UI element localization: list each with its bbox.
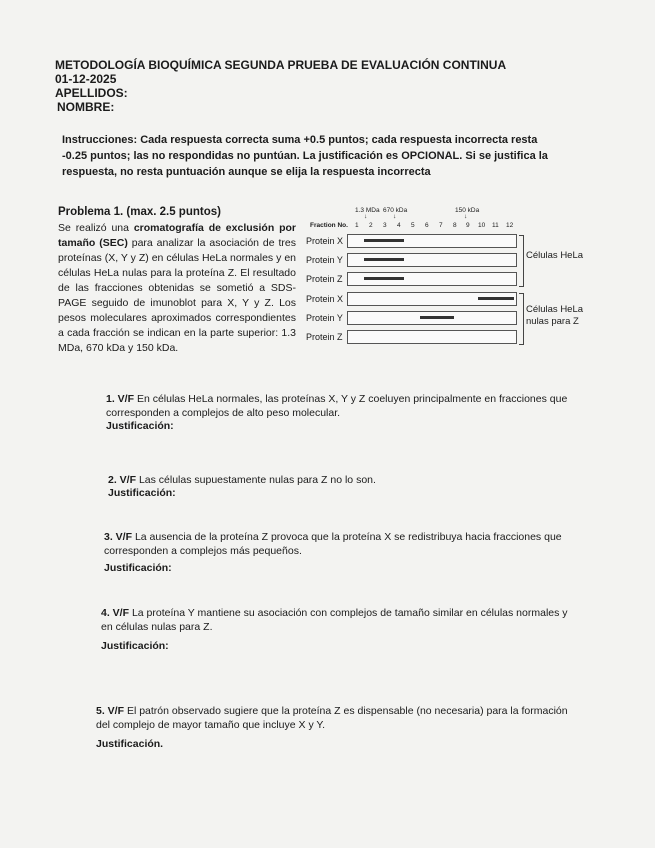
fraction-5: 5 bbox=[411, 222, 415, 229]
problem-text-part-1: Se realizó una bbox=[58, 222, 134, 234]
question-5 bbox=[96, 704, 581, 732]
question-1-text: En células HeLa normales, las proteínas X, Y y Z coeluyen principalmente en fracciones que corresponden a complejos de alto peso molecular. bbox=[106, 393, 568, 419]
question-5-justification: Justificación. bbox=[96, 738, 164, 750]
bracket-normal bbox=[519, 235, 524, 287]
lane-z-null bbox=[347, 330, 517, 344]
exam-date: 01-12-2025 bbox=[55, 72, 117, 86]
fraction-7: 7 bbox=[439, 222, 443, 229]
nombre-label: NOMBRE: bbox=[57, 100, 115, 114]
question-4-justification: Justificación: bbox=[101, 640, 169, 652]
lane-x-normal bbox=[347, 234, 517, 248]
fraction-2: 2 bbox=[369, 222, 373, 229]
row-label-z-null: Protein Z bbox=[306, 332, 343, 342]
question-4 bbox=[101, 606, 571, 634]
fraction-12: 12 bbox=[506, 222, 514, 229]
band bbox=[364, 277, 404, 280]
fraction-10: 10 bbox=[478, 222, 486, 229]
fraction-11: 11 bbox=[492, 222, 499, 229]
marker-670kda: 670 kDa bbox=[383, 207, 408, 214]
fraction-9: 9 bbox=[466, 222, 470, 229]
apellidos-label: APELLIDOS: bbox=[55, 86, 128, 100]
fraction-4: 4 bbox=[397, 222, 401, 229]
bracket-null bbox=[519, 293, 524, 345]
lane-x-null bbox=[347, 292, 517, 306]
band bbox=[364, 258, 404, 261]
row-label-y-normal: Protein Y bbox=[306, 255, 343, 265]
marker-arrow-1: ↓ bbox=[364, 213, 368, 220]
marker-150kda: 150 kDa bbox=[455, 207, 480, 214]
instructions: Instrucciones: Cada respuesta correcta suma +0.5 puntos; cada respuesta incorrecta resta -0.25 puntos; las no respondidas no puntúan. La justificación es OPCIONAL. Si se justifica la respuesta, no resta puntuación aunque se elija la respuesta incorrecta bbox=[62, 134, 548, 178]
band bbox=[478, 297, 514, 300]
lane-y-normal bbox=[347, 253, 517, 267]
question-5-text: El patrón observado sugiere que la proteína Z es dispensable (no necesaria) para la formación del complejo de mayor tamaño que incluye X y Y. bbox=[96, 705, 568, 731]
marker-arrow-2: ↓ bbox=[393, 213, 397, 220]
row-label-y-null: Protein Y bbox=[306, 313, 343, 323]
question-2-justification: Justificación: bbox=[108, 487, 176, 499]
question-3 bbox=[104, 530, 574, 558]
question-1-number: 1. V/F bbox=[106, 393, 135, 405]
marker-1-3mda: 1.3 MDa bbox=[355, 207, 380, 214]
band bbox=[420, 316, 454, 319]
fraction-3: 3 bbox=[383, 222, 387, 229]
row-label-x-null: Protein X bbox=[306, 294, 344, 304]
band bbox=[364, 239, 404, 242]
fraction-8: 8 bbox=[453, 222, 457, 229]
problem-text-part-2: para analizar la asociación de tres proteínas (X, Y y Z) en células HeLa normales y en células HeLa nulas para la proteína Z. El resultado de las fracciones obtenidas se sometió a SDS-PAGE seguido de imunoblot para X, Y y Z. Los pesos moleculares aproximados correspondientes a cada fracción se indican en la parte superior: 1.3 MDa, 670 kDa y 150 kDa. bbox=[58, 237, 296, 354]
question-2 bbox=[108, 473, 578, 487]
lane-z-normal bbox=[347, 272, 517, 286]
question-2-number: 2. V/F bbox=[108, 474, 137, 486]
row-label-z-normal: Protein Z bbox=[306, 274, 343, 284]
question-4-text: La proteína Y mantiene su asociación con complejos de tamaño similar en células normales y en células nulas para Z. bbox=[101, 607, 568, 633]
group-label-normal: Células HeLa bbox=[526, 250, 584, 261]
problem-title: Problema 1. (max. 2.5 puntos) bbox=[58, 206, 221, 218]
question-1 bbox=[106, 392, 576, 420]
lane-y-null bbox=[347, 311, 517, 325]
question-4-number: 4. V/F bbox=[101, 607, 130, 619]
problem-text-bold: cromatografía de exclusión por tamaño (SEC) bbox=[58, 222, 297, 249]
question-2-text: Las células supuestamente nulas para Z no lo son. bbox=[138, 474, 376, 486]
immunoblot-figure bbox=[300, 200, 600, 350]
question-1-justification: Justificación: bbox=[106, 420, 174, 432]
marker-arrow-3: ↓ bbox=[464, 213, 468, 220]
group-label-null: Células HeLa nulas para Z bbox=[526, 304, 584, 327]
exam-title: METODOLOGÍA BIOQUÍMICA SEGUNDA PRUEBA DE EVALUACIÓN CONTINUA bbox=[55, 58, 507, 72]
question-3-justification: Justificación: bbox=[104, 562, 172, 574]
question-3-text: La ausencia de la proteína Z provoca que la proteína X se redistribuya hacia fracciones que corresponden a complejos más pequeños. bbox=[104, 531, 562, 557]
fraction-label: Fraction No. bbox=[310, 222, 348, 229]
fraction-6: 6 bbox=[425, 222, 429, 229]
fraction-1: 1 bbox=[355, 222, 359, 229]
row-label-x-normal: Protein X bbox=[306, 236, 344, 246]
problem-text bbox=[58, 221, 296, 356]
question-5-number: 5. V/F bbox=[96, 705, 125, 717]
question-3-number: 3. V/F bbox=[104, 531, 133, 543]
